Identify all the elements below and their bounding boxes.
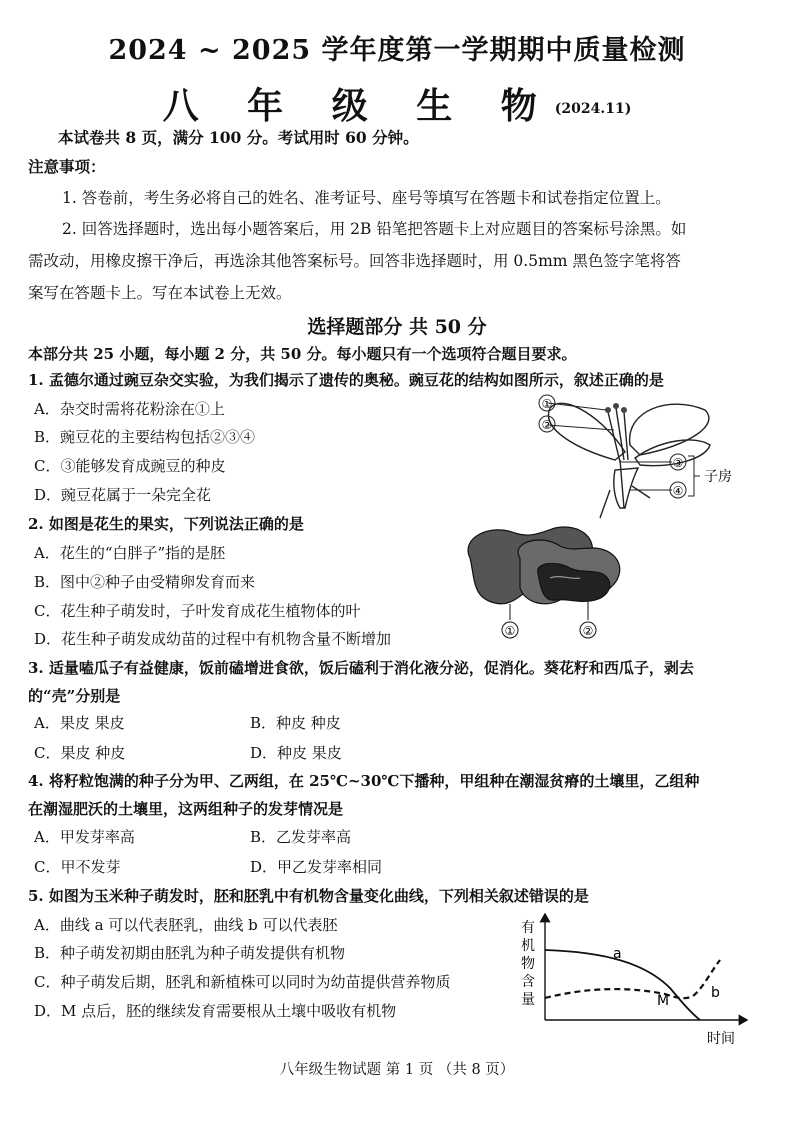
q3-stem-line1: 3. 适量嗑瓜子有益健康，饭前磕增进食欲，饭后磕利于消化液分泌，促消化。葵花籽和西瓜子，剥去 <box>28 659 694 677</box>
q2-stem: 2. 如图是花生的果实，下列说法正确的是 <box>28 515 304 533</box>
exam-date: (2024.11) <box>554 101 632 117</box>
notice-heading: 注意事项： <box>28 157 106 176</box>
q1-stem: 1. 孟德尔通过豌豆杂交实验，为我们揭示了遗传的奥秘。豌豆花的结构如图所示，叙述正确的是 <box>28 371 664 389</box>
y-label-3: 物 <box>521 956 535 972</box>
q1-option-c: C．③能够发育成豌豆的种皮 <box>34 457 226 475</box>
page-footer: 八年级生物试题 第 1 页 （共 8 页） <box>279 1062 515 1078</box>
pea-label-3: ③ <box>672 456 684 470</box>
intro-text: 本试卷共 8 页，满分 100 分。考试用时 60 分钟。 <box>58 128 419 147</box>
peanut-label-2: ② <box>582 624 594 638</box>
q4-option-d: D．甲乙发芽率相同 <box>250 858 383 876</box>
subject-title <box>0 78 794 129</box>
section-description: 本部分共 25 小题，每小题 2 分，共 50 分。每小题只有一个选项符合题目要求。 <box>28 345 577 363</box>
subject-name: 八 年 级 生 物 <box>162 85 555 127</box>
pea-label-2: ② <box>541 418 553 432</box>
exam-title: 2024 ~ 2025 学年度第一学期期中质量检测 <box>108 35 686 66</box>
q2-option-a: A．花生的“白胖子”指的是胚 <box>34 544 226 562</box>
q1-option-a: A．杂交时需将花粉涂在①上 <box>34 400 225 418</box>
pea-label-1: ① <box>541 397 553 411</box>
curve-b <box>545 960 720 998</box>
section-title: 选择题部分 共 50 分 <box>307 316 487 338</box>
q3-stem-line2: 的“壳”分别是 <box>28 687 121 705</box>
organic-matter-graph <box>515 908 755 1050</box>
q4-stem-line2: 在潮湿肥沃的土壤里，这两组种子的发芽情况是 <box>28 800 344 818</box>
q5-option-b: B．种子萌发初期由胚乳为种子萌发提供有机物 <box>34 944 346 962</box>
q3-option-c: C．果皮 种皮 <box>34 744 126 762</box>
q5-stem: 5. 如图为玉米种子萌发时，胚和胚乳中有机物含量变化曲线，下列相关叙述错误的是 <box>28 887 589 905</box>
notice-item-1: 1. 答卷前，考生务必将自己的姓名、准考证号、座号等填写在答题卡和试卷指定位置上。 <box>62 189 671 207</box>
peanut-figure <box>460 518 630 643</box>
y-label-2: 机 <box>521 938 535 954</box>
q4-option-a: A．甲发芽率高 <box>34 828 135 846</box>
point-m-label: M <box>657 993 670 1009</box>
q2-option-b: B．图中②种子由受精卵发育而来 <box>34 573 256 591</box>
curve-a-label: a <box>613 946 622 962</box>
y-label-1: 有 <box>521 920 535 936</box>
curve-a <box>545 950 700 1020</box>
pea-flower-figure <box>520 390 760 520</box>
q5-option-a: A．曲线 a 可以代表胚乳，曲线 b 可以代表胚 <box>34 916 338 934</box>
ovary-label: 子房 <box>704 469 732 485</box>
y-label-4: 含 <box>521 974 535 990</box>
q5-option-d: D．M 点后，胚的继续发育需要根从土壤中吸收有机物 <box>34 1002 397 1020</box>
y-label-5: 量 <box>521 992 535 1008</box>
q2-option-d: D．花生种子萌发成幼苗的过程中有机物含量不断增加 <box>34 630 392 648</box>
q3-option-b: B．种皮 种皮 <box>250 714 341 732</box>
notice-item-2-line3: 案写在答题卡上。写在本试卷上无效。 <box>28 284 292 302</box>
pea-label-4: ④ <box>672 484 684 498</box>
q5-option-c: C．种子萌发后期，胚乳和新植株可以同时为幼苗提供营养物质 <box>34 973 451 991</box>
q4-stem-line1: 4. 将籽粒饱满的种子分为甲、乙两组，在 25℃~30℃下播种，甲组种在潮湿贫瘠的土壤里，乙组种 <box>28 772 700 790</box>
q4-option-c: C．甲不发芽 <box>34 858 121 876</box>
peanut-label-1: ① <box>504 624 516 638</box>
q1-option-d: D．豌豆花属于一朵完全花 <box>34 486 212 504</box>
q3-option-a: A．果皮 果皮 <box>34 714 125 732</box>
x-axis-label: 时间 <box>707 1031 735 1047</box>
curve-b-label: b <box>711 985 720 1001</box>
notice-item-2-line1: 2. 回答选择题时，选出每小题答案后，用 2B 铅笔把答题卡上对应题目的答案标号涂黑。如 <box>62 220 687 238</box>
notice-item-2-line2: 需改动，用橡皮擦干净后，再选涂其他答案标号。回答非选择题时，用 0.5mm 黑色签字笔将答 <box>28 252 681 270</box>
q1-option-b: B．豌豆花的主要结构包括②③④ <box>34 428 256 446</box>
q4-option-b: B．乙发芽率高 <box>250 828 352 846</box>
q3-option-d: D．种皮 果皮 <box>250 744 342 762</box>
q2-option-c: C．花生种子萌发时，子叶发育成花生植物体的叶 <box>34 602 361 620</box>
